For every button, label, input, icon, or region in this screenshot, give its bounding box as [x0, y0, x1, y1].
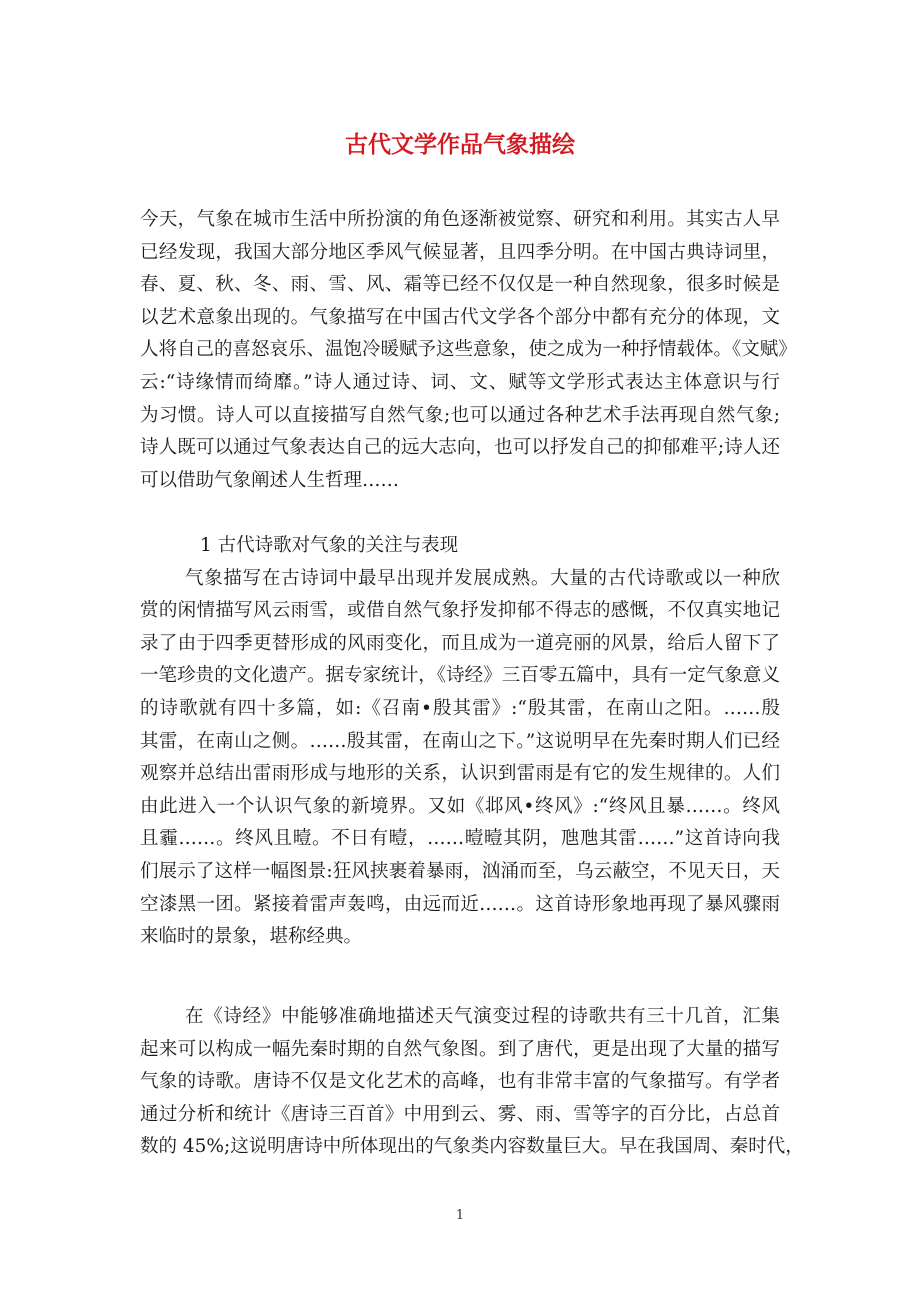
text-line: 可以借助气象阐述人生哲理…… [140, 469, 400, 491]
text-line: 观察并总结出雷雨形成与地形的关系，认识到雷雨是有它的发生规律的。人们 [140, 763, 780, 785]
document-title: 古代文学作品气象描绘 [345, 132, 575, 158]
text-line: 气象描写在古诗词中最早出现并发展成熟。大量的古代诗歌或以一种欣 [185, 567, 780, 589]
text-line: 们展示了这样一幅图景:狂风挟裹着暴雨，汹涌而至，乌云蔽空，不见天日，天 [140, 860, 780, 882]
text-line: 且霾……。终风且曀。不日有曀，……曀曀其阴，虺虺其雷……”这首诗向我 [140, 828, 780, 850]
text-line: 人将自己的喜怒哀乐、温饱冷暖赋予这些意象，使之成为一种抒情载体。《文赋》 [140, 339, 797, 361]
text-line: 春、夏、秋、冬、雨、雪、风、霜等已经不仅仅是一种自然现象，很多时候是 [140, 274, 780, 296]
page-number: 1 [455, 1208, 465, 1223]
text-line: 由此进入一个认识气象的新境界。又如《邶风•终风》:“终风且暴……。终风 [140, 795, 780, 817]
section-heading: 1 古代诗歌对气象的关注与表现 [200, 535, 459, 556]
section-one [140, 530, 780, 954]
intro-paragraph [140, 204, 797, 497]
text-line: 数的 45%;这说明唐诗中所体现出的气象类内容数量巨大。早在我国周、秦时代， [140, 1136, 804, 1158]
text-line: 通过分析和统计《唐诗三百首》中用到云、雾、雨、雪等字的百分比，占总首 [140, 1103, 780, 1125]
text-line: 来临时的景象，堪称经典。 [140, 926, 363, 948]
text-line: 已经发现，我国大部分地区季风气候显著，且四季分明。在中国古典诗词里， [140, 241, 780, 263]
text-line: 的诗歌就有四十多篇，如:《召南•殷其雷》:“殷其雷，在南山之阳。……殷 [140, 697, 780, 719]
text-line: 空漆黑一团。紧接着雷声轰鸣，由远而近……。这首诗形象地再现了暴风骤雨 [140, 893, 780, 915]
text-line: 一笔珍贵的文化遗产。据专家统计，《诗经》三百零五篇中，具有一定气象意义 [140, 665, 780, 687]
text-line: 云:“诗缘情而绮靡。”诗人通过诗、词、文、赋等文学形式表达主体意识与行 [140, 371, 780, 393]
text-line: 在《诗经》中能够准确地描述天气演变过程的诗歌共有三十几首，汇集 [185, 1006, 780, 1027]
text-line: 其雷，在南山之侧。……殷其雷，在南山之下。”这说明早在先秦时期人们已经 [140, 730, 780, 752]
text-line: 以艺术意象出现的。气象描写在中国古代文学各个部分中都有充分的体现，文 [140, 306, 780, 328]
text-line: 今天，气象在城市生活中所扮演的角色逐渐被觉察、研究和利用。其实古人早 [140, 209, 780, 230]
text-line: 起来可以构成一幅先秦时期的自然气象图。到了唐代，更是出现了大量的描写 [140, 1038, 780, 1060]
text-line: 气象的诗歌。唐诗不仅是文化艺术的高峰，也有非常丰富的气象描写。有学者 [140, 1071, 780, 1093]
text-line: 为习惯。诗人可以直接描写自然气象;也可以通过各种艺术手法再现自然气象; [140, 404, 780, 426]
tang-paragraph [140, 1001, 804, 1164]
text-line: 录了由于四季更替形成的风雨变化，而且成为一道亮丽的风景，给后人留下了 [140, 632, 780, 654]
text-line: 赏的闲情描写风云雨雪，或借自然气象抒发抑郁不得志的感慨，不仅真实地记 [140, 600, 780, 622]
text-line: 诗人既可以通过气象表达自己的远大志向，也可以抒发自己的抑郁难平;诗人还 [140, 437, 780, 459]
